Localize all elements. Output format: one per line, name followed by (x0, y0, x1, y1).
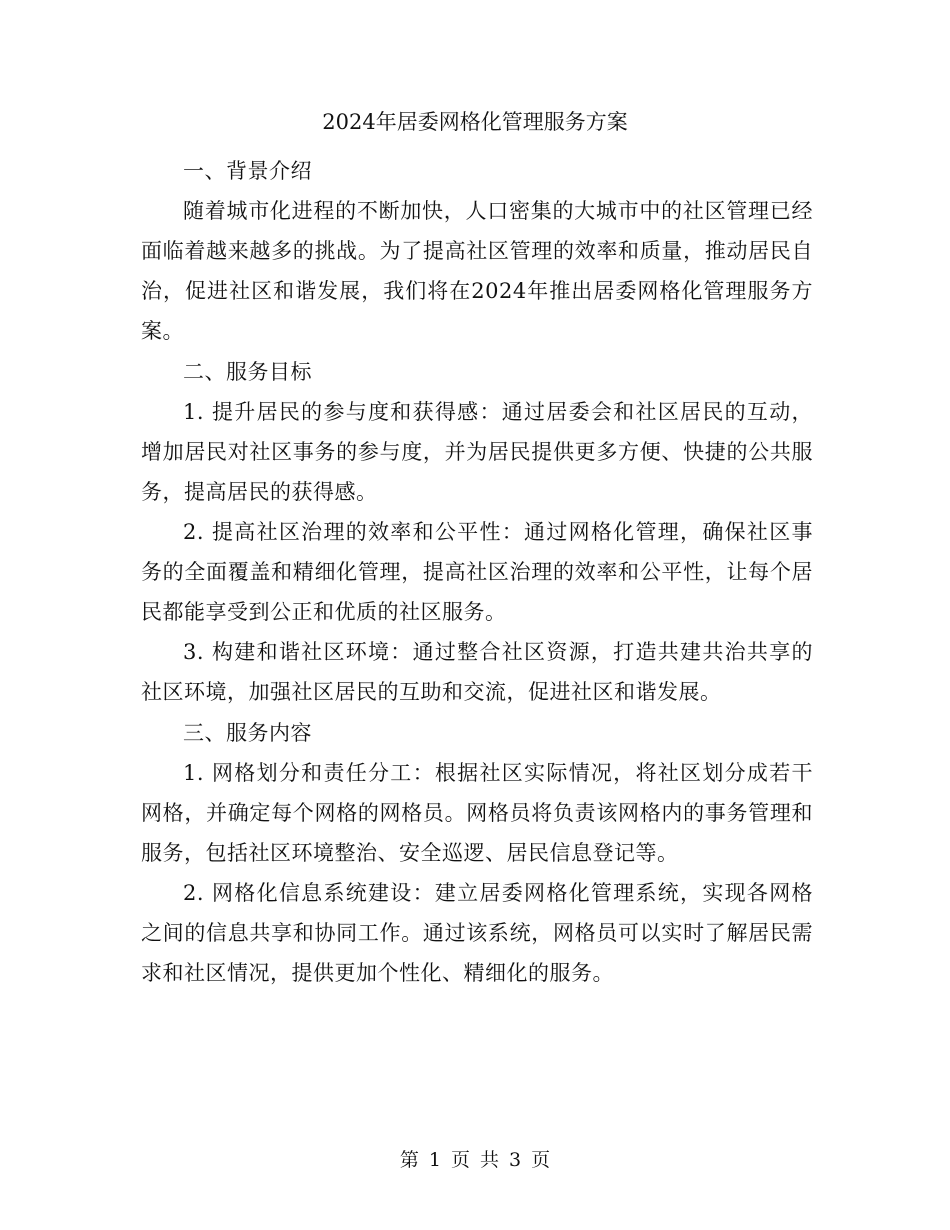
paragraph: 1. 网格划分和责任分工：根据社区实际情况，将社区划分成若干网格，并确定每个网格的网格员。网格员将负责该网格内的事务管理和服务，包括社区环境整治、安全巡逻、居民信息登记等。 (141, 761, 813, 865)
section-heading: 三、服务内容 (183, 721, 312, 745)
paragraph: 2. 提高社区治理的效率和公平性：通过网格化管理，确保社区事务的全面覆盖和精细化管理，提高社区治理的效率和公平性，让每个居民都能享受到公正和优质的社区服务。 (141, 520, 813, 624)
paragraph: 随着城市化进程的不断加快，人口密集的大城市中的社区管理已经面临着越来越多的挑战。为了提高社区管理的效率和质量，推动居民自治，促进社区和谐发展，我们将在2024年推出居委网格化管理服务方案。 (141, 199, 813, 343)
document-body (141, 150, 813, 993)
page-number-footer: 第 1 页 共 3 页 (399, 1149, 551, 1171)
section-heading: 二、服务目标 (183, 360, 312, 384)
document-title: 2024年居委网格化管理服务方案 (322, 110, 628, 134)
paragraph: 1. 提升居民的参与度和获得感：通过居委会和社区居民的互动，增加居民对社区事务的参与度，并为居民提供更多方便、快捷的公共服务，提高居民的获得感。 (141, 400, 813, 504)
section-heading: 一、背景介绍 (183, 159, 312, 183)
paragraph: 3. 构建和谐社区环境：通过整合社区资源，打造共建共治共享的社区环境，加强社区居民的互助和交流，促进社区和谐发展。 (141, 640, 813, 704)
paragraph: 2. 网格化信息系统建设：建立居委网格化管理系统，实现各网格之间的信息共享和协同工作。通过该系统，网格员可以实时了解居民需求和社区情况，提供更加个性化、精细化的服务。 (141, 881, 813, 985)
